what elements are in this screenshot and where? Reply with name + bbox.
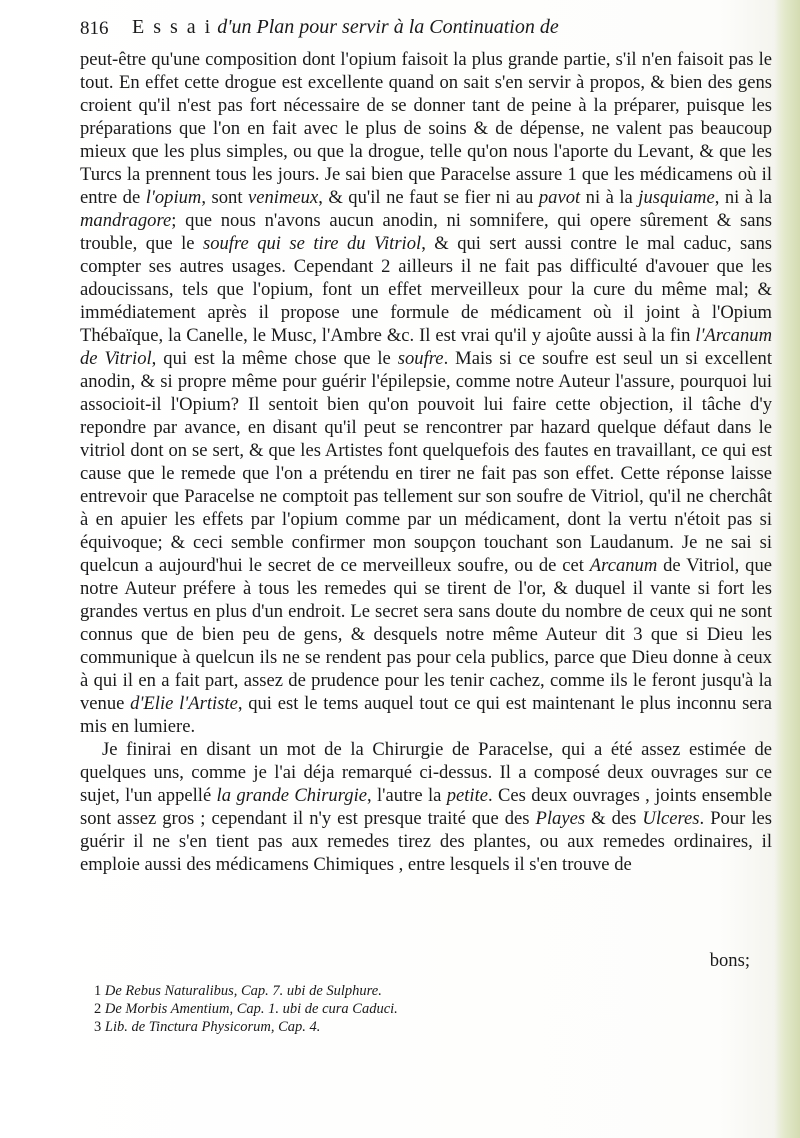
- page-number: 816: [80, 18, 109, 39]
- paragraph-1: peut-être qu'une composition dont l'opium faisoit la plus grande partie, s'il n'en faisoit pas le tout. En effet cette drogue est excellente quand on sait s'en servir à propos, & bien des gens croient qu'il n'est pas fort nécessaire de se donner tant de peine à la préparer, puisque les préparations que l'on en fait avec le plus de soins & de dépense, ne valent pas beaucoup mieux que les plus simples, ou que la drogue, telle qu'on nous l'aporte du Levant, & que les Turcs la prennent tous les jours. Je sai bien que Paracelse assure 1 que les médicamens où il entre de l'opium, sont venimeux, & qu'il ne faut se fier ni au pavot ni à la jusquiame, ni à la mandragore; que nous n'avons aucun anodin, ni somnifere, qui opere sûrement & sans trouble, que le soufre qui se tire du Vitriol, & qui sert aussi contre le mal caduc, sans compter ses autres usages. Cependant 2 ailleurs il ne fait pas difficulté d'avouer que les adoucissans, tels que l'opium, font un effet merveilleux pour la cure du même mal; & immédiatement après il propose une formule de médicament où il joint à l'Opium Thébaïque, la Canelle, le Musc, l'Ambre &c. Il est vrai qu'il y ajoûte aussi à la fin l'Arcanum de Vitriol, qui est la même chose que le soufre. Mais si ce soufre est seul un si excellent anodin, & si propre même pour guérir l'épilepsie, comme notre Auteur l'assure, pourquoi lui associoit-il l'Opium? Il sentoit bien qu'on pouvoit lui faire cette objection, il tâche d'y repondre par avance, en disant qu'il peut se rencontrer par hazard quelque défaut dans le vitriol dont on se sert, & que les Artistes font quelquefois des fautes en travaillant, ce qui est cause que le remede que l'on a prétendu en tirer ne fait pas son effet. Cette réponse laisse entrevoir que Paracelse ne comptoit pas tellement sur son soufre de Vitriol, qu'il ne cherchât à en apuier les effets par l'opium comme par un médicament, dont la vertu n'étoit pas si équivoque; & ceci semble confirmer mon soupçon touchant son Laudanum. Je ne sai si quelcun a aujourd'hui le secret de ce merveilleux soufre, ou de cet Arcanum de Vitriol, que notre Auteur préfere à tous les remedes qui se tirent de l'or, & duquel il vante si fort les grandes vertus en plus d'un endroit. Le secret sera sans doute du nombre de ceux qui ne sont connus que de bien peu de gens, & desquels notre même Auteur dit 3 que si Dieu les communique à quelcun ils ne se rendent pas pour cela publics, parce que Dieu donne à ceux à qui il en a fait part, assez de prudence pour les tenir cachez, comme ils le feront jusqu'à la venue d'Elie l'Artiste, qui est le tems auquel tout ce qui est maintenant le plus inconnu sera mis en lumiere.: [80, 49, 773, 737]
- running-head: [132, 16, 559, 39]
- paragraph-2: Je finirai en disant un mot de la Chirurgie de Paracelse, qui a été assez estimée de quelques uns, comme je l'ai déja remarqué ci-dessus. Il a composé deux ouvrages sur ce sujet, l'un appellé la grande Chirurgie, l'autre la petite. Ces deux ouvrages , joints ensemble sont assez gros ; cependant il n'y est presque traité que des Playes & des Ulceres. Pour les guérir il ne s'en tient pas aux remedes tirez des plantes, ou aux remedes ordinaires, il emploie aussi des médicamens Chimiques , entre lesquels il s'en trouve de: [80, 739, 772, 875]
- running-head-prefix: E s s a i: [132, 16, 213, 38]
- page-header: [80, 16, 780, 44]
- footnote-3: 3 Lib. de Tinctura Physicorum, Cap. 4.: [94, 1019, 321, 1035]
- footnotes: [94, 982, 754, 1036]
- catchword: bons;: [709, 950, 750, 971]
- footnote-2: 2 De Morbis Amentium, Cap. 1. ubi de cura Caduci.: [94, 1001, 398, 1017]
- running-head-title: d'un Plan pour servir à la Continuation de: [217, 16, 559, 38]
- body-text: [80, 48, 772, 876]
- footnote-1: 1 De Rebus Naturalibus, Cap. 7. ubi de Sulphure.: [94, 983, 382, 999]
- page-edge: [774, 0, 800, 1138]
